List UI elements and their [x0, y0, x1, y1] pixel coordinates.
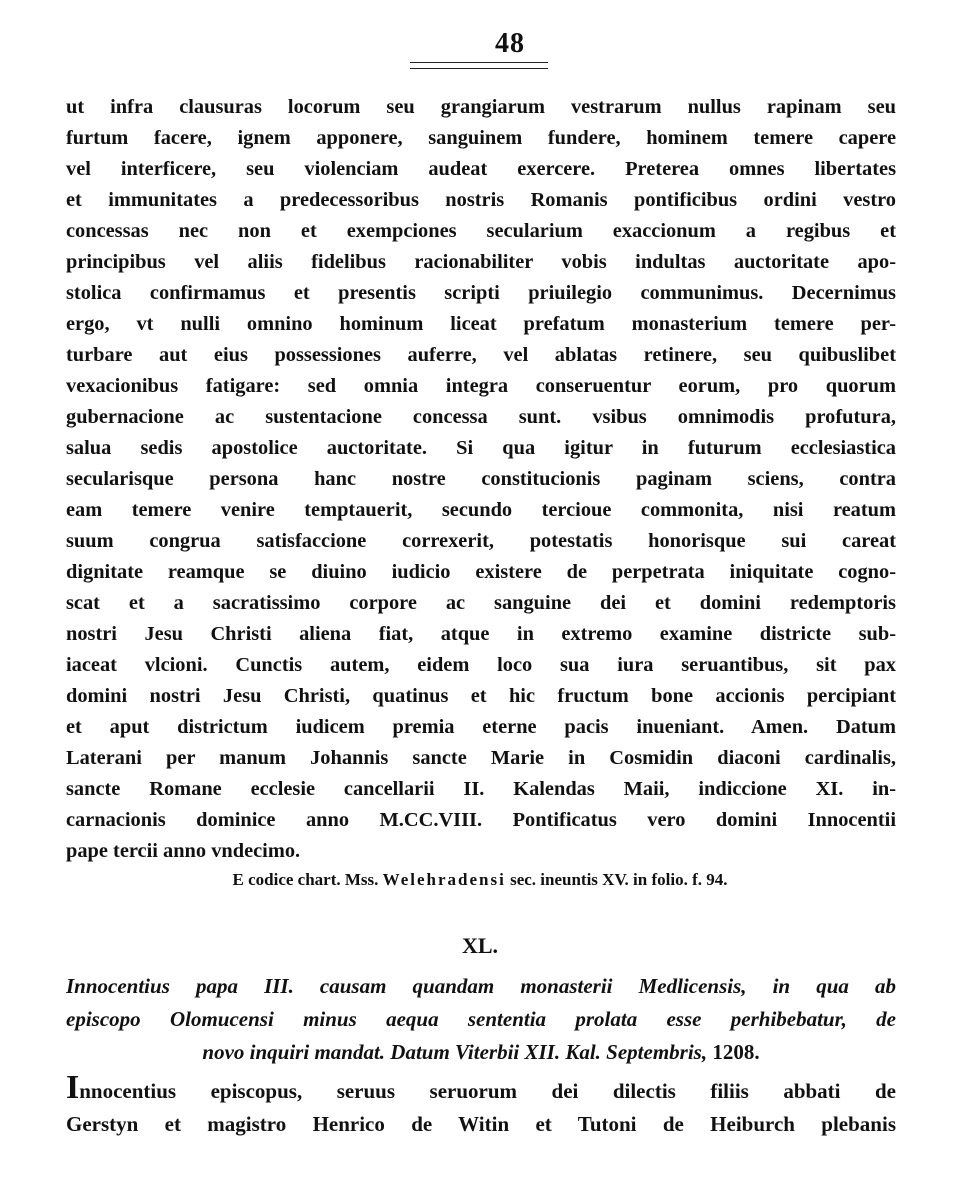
text-line-rest: nnocentius episcopus, seruus seruorum dei dilectis filiis abbati de	[79, 1079, 896, 1103]
source-note	[0, 870, 960, 890]
header-rule	[410, 62, 548, 69]
text-line: eam temere venire temptauerit, secundo tercioue commonita, nisi reatum	[66, 499, 896, 521]
text-line: Gerstyn et magistro Henrico de Witin et Tutoni de Heiburch plebanis	[66, 1112, 896, 1136]
text-line: et aput districtum iudicem premia eterne pacis inueniant. Amen. Datum	[66, 716, 896, 738]
text-line: suum congrua satisfaccione correxerit, potestatis honorisque sui careat	[66, 530, 896, 552]
text-line: scat et a sacratissimo corpore ac sanguine dei et domini redemptoris	[66, 592, 896, 614]
text-line: secularisque persona hanc nostre constitucionis paginam sciens, contra	[66, 468, 896, 490]
summary-line-text: novo inquiri mandat. Datum Viterbii XII. Kal. Septembris,	[202, 1040, 708, 1064]
document-text	[66, 1073, 896, 1141]
text-line: ergo, vt nulli omnino hominum liceat prefatum monasterium temere per-	[66, 313, 896, 335]
text-line: turbare aut eius possessiones auferre, vel ablatas retinere, seu quibuslibet	[66, 344, 896, 366]
text-line	[66, 1073, 896, 1107]
text-line: concessas nec non et exempciones secularium exaccionum a regibus et	[66, 220, 896, 242]
text-line: domini nostri Jesu Christi, quatinus et hic fructum bone accionis percipiant	[66, 685, 896, 707]
text-line: pape tercii anno vndecimo.	[66, 840, 301, 862]
summary-line: Innocentius papa III. causam quandam monasterii Medlicensis, in qua ab	[66, 974, 896, 998]
text-line: nostri Jesu Christi aliena fiat, atque in extremo examine districte sub-	[66, 623, 896, 645]
source-prefix: E codice chart. Mss.	[232, 870, 379, 889]
source-codex-name: Welehradensi	[382, 870, 506, 889]
text-line: sancte Romane ecclesie cancellarii II. Kalendas Maii, indiccione XI. in-	[66, 778, 896, 800]
text-line: furtum facere, ignem apponere, sanguinem fundere, hominem temere capere	[66, 127, 896, 149]
text-line: vel interficere, seu violenciam audeat exercere. Preterea omnes libertates	[66, 158, 896, 180]
text-line: stolica confirmamus et presentis scripti priuilegio communimus. Decernimus	[66, 282, 896, 304]
text-line: dignitate reamque se diuino iudicio existere de perpetrata iniquitate cogno-	[66, 561, 896, 583]
summary-year: 1208.	[712, 1040, 760, 1064]
text-line: gubernacione ac sustentacione concessa sunt. vsibus omnimodis profutura,	[66, 406, 896, 428]
text-line: salua sedis apostolice auctoritate. Si qua igitur in futurum ecclesiastica	[66, 437, 896, 459]
text-line: Laterani per manum Johannis sancte Marie in Cosmidin diaconi cardinalis,	[66, 747, 896, 769]
text-line: principibus vel aliis fidelibus racionabiliter vobis indultas auctoritate apo-	[66, 251, 896, 273]
source-suffix: sec. ineuntis XV. in folio. f. 94.	[510, 870, 728, 889]
text-line: vexacionibus fatigare: sed omnia integra conseruentur eorum, pro quorum	[66, 375, 896, 397]
text-line: carnacionis dominice anno M.CC.VIII. Pontificatus vero domini Innocentii	[66, 809, 896, 831]
text-line: ut infra clausuras locorum seu grangiarum vestrarum nullus rapinam seu	[66, 96, 896, 118]
page-header	[0, 28, 960, 60]
summary-line: episcopo Olomucensi minus aequa sententia prolata esse perhibebatur, de	[66, 1007, 896, 1031]
page-number: 48	[495, 28, 525, 59]
document-summary	[66, 970, 896, 1069]
summary-line-last	[66, 1036, 896, 1069]
initial-letter: I	[66, 1073, 80, 1106]
text-line: iaceat vlcioni. Cunctis autem, eidem loco sua iura seruantibus, sit pax	[66, 654, 896, 676]
text-line: et immunitates a predecessoribus nostris Romanis pontificibus ordini vestro	[66, 189, 896, 211]
document-number: XL.	[461, 933, 499, 958]
main-text	[66, 92, 896, 867]
